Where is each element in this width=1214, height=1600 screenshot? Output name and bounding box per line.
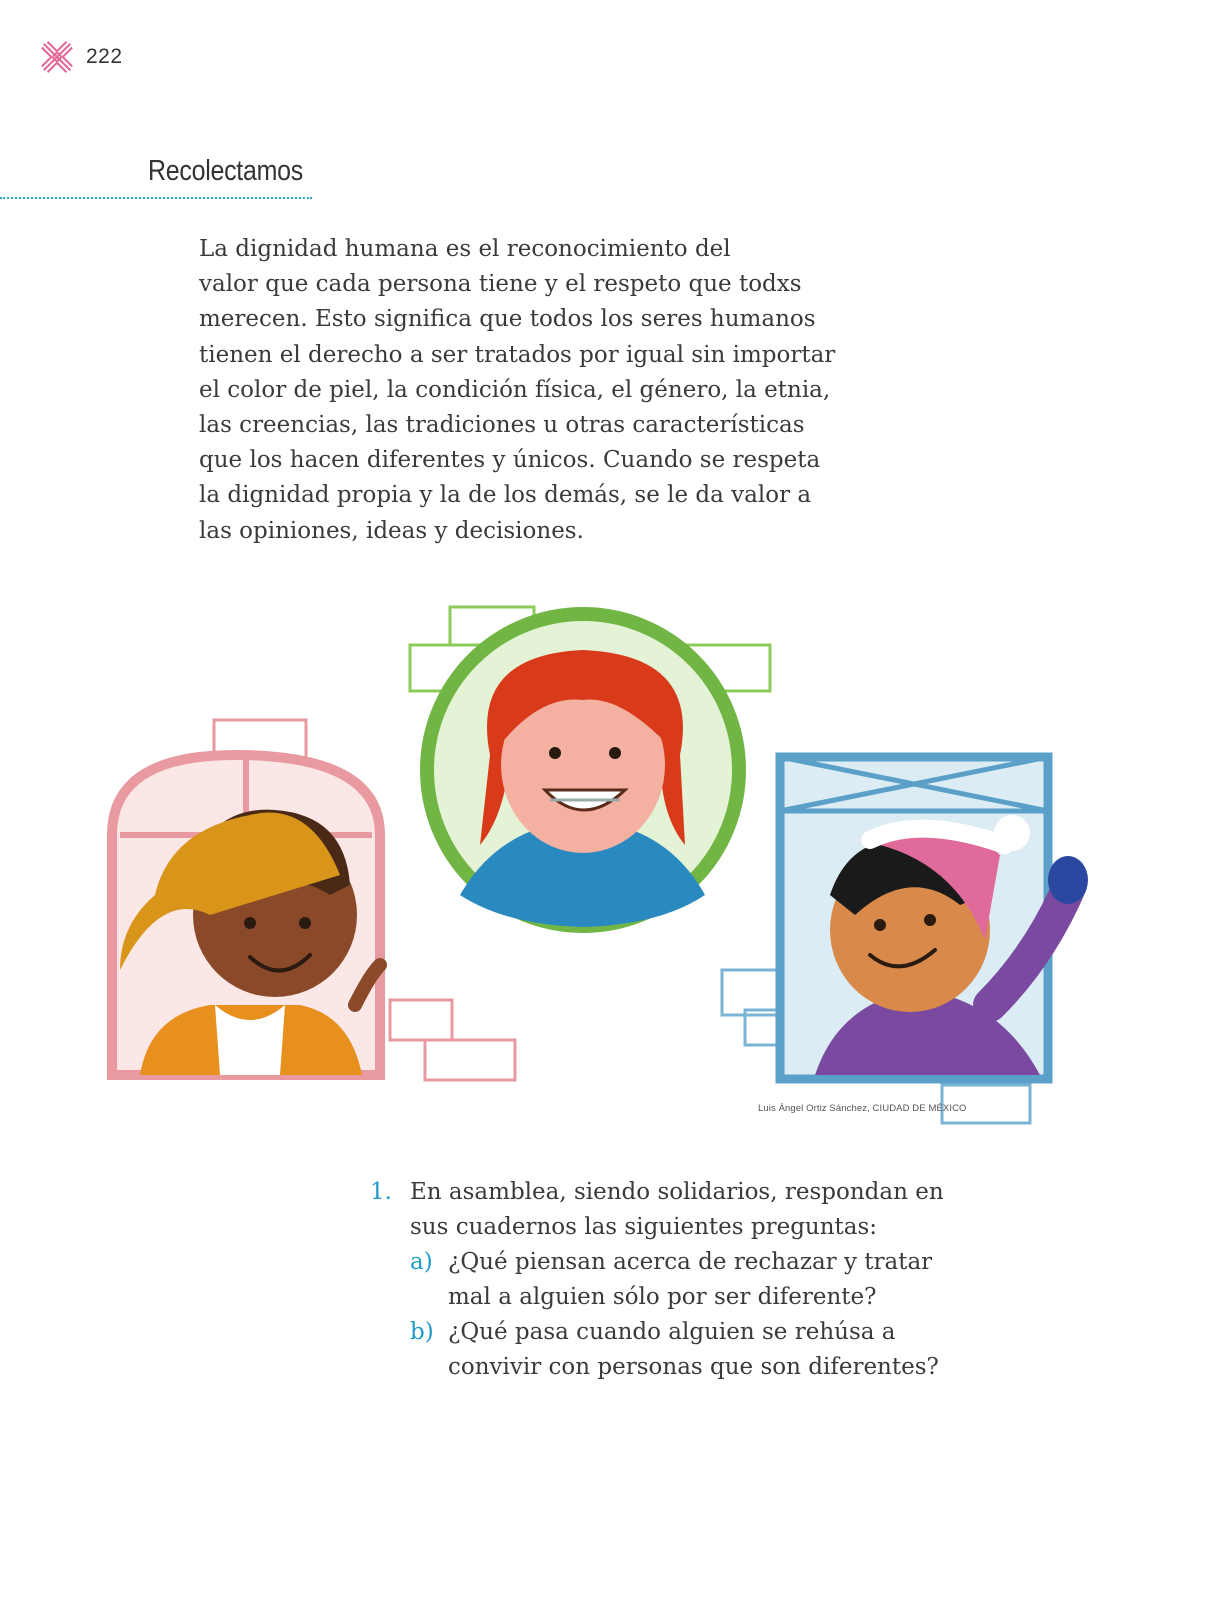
section-divider [0, 197, 312, 199]
sub-question-a [410, 1245, 1010, 1315]
intro-line: que los hacen diferentes y únicos. Cuando se respeta [199, 447, 821, 474]
question-line: En asamblea, siendo solidarios, respondan en [410, 1179, 944, 1205]
sub-question-line: ¿Qué pasa cuando alguien se rehúsa a [448, 1319, 896, 1345]
page-header [38, 38, 123, 76]
question-line: sus cuadernos las siguientes preguntas: [410, 1214, 878, 1240]
intro-line: merecen. Esto significa que todos los seres humanos [199, 306, 816, 333]
intro-line: valor que cada persona tiene y el respeto que todxs [199, 271, 802, 298]
section-title: Recolectamos [148, 155, 303, 187]
intro-line: el color de piel, la condición física, el género, la etnia, [199, 376, 831, 403]
sub-question-line: ¿Qué piensan acerca de rechazar y tratar [448, 1249, 933, 1275]
illustration-credit: Luis Ángel Ortiz Sánchez, CIUDAD DE MÉXICO [758, 1103, 967, 1114]
sub-question-line: mal a alguien sólo por ser diferente? [448, 1284, 877, 1310]
intro-line: las opiniones, ideas y decisiones. [199, 517, 584, 544]
intro-line: tienen el derecho a ser tratados por igual sin importar [199, 341, 836, 368]
child-pink-hat-window [722, 757, 1088, 1123]
activity-block [370, 1175, 1010, 1385]
decorative-star-icon [38, 38, 76, 76]
illustration-children-in-windows [100, 595, 1110, 1135]
intro-line: las creencias, las tradiciones u otras características [199, 412, 805, 439]
sub-question-b [410, 1315, 1010, 1385]
intro-line: la dignidad propia y la de los demás, se le da valor a [199, 482, 812, 509]
intro-line: La dignidad humana es el reconocimiento del [199, 236, 731, 262]
question-1 [370, 1175, 1010, 1245]
sub-question-letter: a) [410, 1249, 433, 1275]
sub-question-letter: b) [410, 1319, 434, 1345]
intro-paragraph [199, 232, 889, 549]
girl-red-hair-window [410, 607, 770, 927]
sub-question-line: convivir con personas que son diferentes? [448, 1354, 939, 1380]
page-number: 222 [86, 45, 123, 68]
question-number: 1. [370, 1179, 392, 1205]
